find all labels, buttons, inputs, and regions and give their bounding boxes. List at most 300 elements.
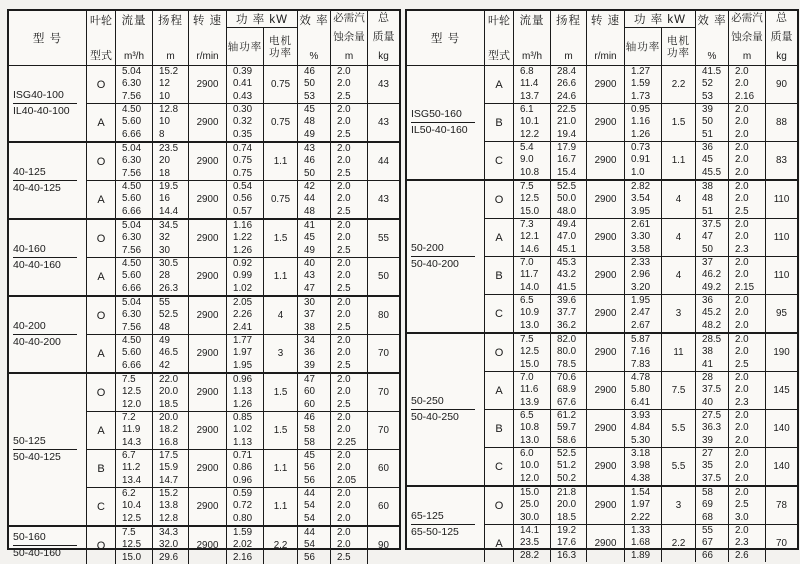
shaft-power-cell-value: 0.56 bbox=[233, 193, 253, 205]
model-name: 40-200 bbox=[13, 319, 77, 335]
head-cell-value: 37.7 bbox=[557, 307, 577, 319]
flow-cell-value: 6.1 bbox=[520, 104, 534, 116]
efficiency-cell-value: 41 bbox=[304, 220, 315, 232]
speed-cell: 2900 bbox=[587, 295, 625, 332]
table-row bbox=[485, 372, 797, 410]
table-row bbox=[87, 220, 399, 258]
header-motor-power: 电机 功率 bbox=[667, 34, 690, 59]
speed-cell: 2900 bbox=[189, 488, 227, 525]
impeller-type-cell: A bbox=[485, 219, 514, 256]
model-group bbox=[9, 143, 399, 220]
speed-cell: 2900 bbox=[189, 66, 227, 103]
npsh-cell-value: 2.0 bbox=[735, 525, 749, 537]
npsh-cell-value: 2.0 bbox=[337, 270, 351, 282]
npsh-cell bbox=[729, 181, 766, 218]
shaft-power-cell-value: 3.30 bbox=[631, 231, 651, 243]
table-row bbox=[485, 257, 797, 295]
efficiency-cell bbox=[696, 410, 729, 447]
mass-cell: 60 bbox=[378, 501, 389, 512]
npsh-cell bbox=[331, 335, 368, 372]
impeller-type-cell: O bbox=[87, 143, 116, 180]
model-group bbox=[9, 374, 399, 527]
speed-cell: 2900 bbox=[189, 450, 227, 487]
npsh-cell-value: 2.5 bbox=[337, 359, 351, 371]
shaft-power-cell-value: 0.57 bbox=[233, 205, 253, 217]
table-row bbox=[87, 450, 399, 488]
shaft-power-cell bbox=[227, 488, 264, 525]
flow-cell-value: 14.0 bbox=[520, 281, 540, 293]
flow-cell-value: 5.4 bbox=[520, 142, 534, 154]
table-row bbox=[87, 374, 399, 412]
impeller-type-cell: O bbox=[485, 334, 514, 371]
impeller-type-cell: O bbox=[485, 487, 514, 524]
shaft-power-cell-value: 1.54 bbox=[631, 487, 651, 499]
efficiency-cell-value: 41 bbox=[702, 358, 713, 370]
model-name: 50-200 bbox=[411, 241, 475, 257]
npsh-cell-value: 2.0 bbox=[337, 78, 351, 90]
efficiency-cell-value: 53 bbox=[304, 90, 315, 102]
model-group bbox=[407, 66, 797, 181]
flow-cell-value: 6.66 bbox=[122, 359, 142, 371]
shaft-power-cell-value: 5.30 bbox=[631, 434, 651, 446]
shaft-power-cell-value: 1.97 bbox=[233, 347, 253, 359]
header-mass: 总 质量 kg bbox=[770, 12, 793, 62]
efficiency-cell bbox=[298, 527, 331, 564]
table-row bbox=[87, 412, 399, 450]
efficiency-cell-value: 37.5 bbox=[702, 472, 722, 484]
head-cell-value: 32 bbox=[159, 232, 170, 244]
shaft-power-cell-value: 1.26 bbox=[233, 398, 253, 410]
shaft-power-cell-value: 0.41 bbox=[233, 78, 253, 90]
flow-cell bbox=[514, 104, 551, 141]
table-row bbox=[87, 488, 399, 525]
flow-cell-value: 6.30 bbox=[122, 232, 142, 244]
table-row bbox=[87, 258, 399, 295]
head-cell-value: 16.7 bbox=[557, 154, 577, 166]
table-row bbox=[87, 297, 399, 335]
efficiency-cell-value: 36 bbox=[702, 142, 713, 154]
flow-cell-value: 14.3 bbox=[122, 436, 142, 448]
shaft-power-cell-value: 0.96 bbox=[233, 474, 253, 486]
efficiency-cell-value: 36 bbox=[304, 347, 315, 359]
shaft-power-cell-value: 3.20 bbox=[631, 281, 651, 293]
flow-cell-value: 13.0 bbox=[520, 434, 540, 446]
head-cell-value: 59.7 bbox=[557, 422, 577, 434]
shaft-power-cell-value: 1.16 bbox=[233, 220, 253, 232]
npsh-cell-value: 2.0 bbox=[337, 193, 351, 205]
efficiency-cell bbox=[298, 374, 331, 411]
flow-cell-value: 14.6 bbox=[520, 243, 540, 255]
model-cell bbox=[407, 334, 485, 485]
head-cell bbox=[153, 297, 189, 334]
mass-cell: 70 bbox=[378, 348, 389, 359]
flow-cell-value: 6.8 bbox=[520, 66, 534, 78]
efficiency-cell-value: 58 bbox=[702, 487, 713, 499]
flow-cell-value: 6.5 bbox=[520, 295, 534, 307]
shaft-power-cell-value: 1.89 bbox=[631, 549, 651, 561]
impeller-rows bbox=[87, 220, 399, 295]
npsh-cell-value: 2.5 bbox=[735, 499, 749, 511]
efficiency-cell-value: 67 bbox=[702, 537, 713, 549]
efficiency-cell-value: 35 bbox=[702, 460, 713, 472]
head-cell bbox=[551, 410, 587, 447]
mass-cell: 78 bbox=[776, 500, 787, 511]
flow-cell-value: 6.66 bbox=[122, 282, 142, 294]
model-name: 50-40-125 bbox=[13, 451, 61, 463]
motor-power-cell: 2.2 bbox=[264, 527, 298, 564]
npsh-cell-value: 2.5 bbox=[337, 398, 351, 410]
table-row bbox=[485, 181, 797, 219]
head-cell-value: 18.5 bbox=[159, 398, 179, 410]
head-cell-value: 17.5 bbox=[159, 450, 179, 462]
shaft-power-cell-value: 1.97 bbox=[631, 499, 651, 511]
efficiency-cell-value: 50 bbox=[304, 78, 315, 90]
shaft-power-cell-value: 2.22 bbox=[631, 511, 651, 523]
npsh-cell bbox=[729, 372, 766, 409]
head-cell-value: 12 bbox=[159, 78, 170, 90]
head-cell-value: 12.8 bbox=[159, 104, 179, 116]
flow-cell-value: 7.56 bbox=[122, 321, 142, 333]
model-cell bbox=[9, 220, 87, 295]
head-cell-value: 50.2 bbox=[557, 472, 577, 484]
flow-cell-value: 25.0 bbox=[520, 499, 540, 511]
flow-cell-value: 13.4 bbox=[122, 474, 142, 486]
head-cell-value: 28 bbox=[159, 270, 170, 282]
flow-cell bbox=[514, 334, 551, 371]
header-efficiency: 效 率 % bbox=[696, 11, 729, 65]
header-shaft-power: 轴功率 bbox=[625, 28, 662, 65]
motor-power-cell: 4 bbox=[264, 297, 298, 334]
speed-cell: 2900 bbox=[189, 412, 227, 449]
efficiency-cell bbox=[298, 412, 331, 449]
head-cell-value: 70.6 bbox=[557, 372, 577, 384]
head-cell bbox=[153, 335, 189, 372]
flow-cell bbox=[116, 181, 153, 218]
shaft-power-cell bbox=[625, 525, 662, 562]
mass-cell: 60 bbox=[378, 463, 389, 474]
shaft-power-cell-value: 4.78 bbox=[631, 372, 651, 384]
speed-cell: 2900 bbox=[189, 258, 227, 295]
head-cell-value: 52.5 bbox=[159, 309, 179, 321]
head-cell bbox=[551, 219, 587, 256]
mass-cell: 70 bbox=[776, 538, 787, 549]
flow-cell-value: 11.6 bbox=[520, 384, 539, 396]
flow-cell-value: 10.8 bbox=[520, 422, 540, 434]
shaft-power-cell-value: 2.96 bbox=[631, 269, 651, 281]
shaft-power-cell-value: 0.91 bbox=[631, 154, 651, 166]
head-cell-value: 21.8 bbox=[557, 487, 577, 499]
efficiency-cell-value: 48 bbox=[304, 116, 315, 128]
mass-cell: 88 bbox=[776, 117, 787, 128]
model-cell bbox=[9, 297, 87, 372]
flow-cell bbox=[514, 219, 551, 256]
efficiency-cell-value: 49 bbox=[304, 244, 315, 256]
table-row bbox=[485, 334, 797, 372]
npsh-cell-value: 2.0 bbox=[337, 488, 351, 500]
impeller-rows bbox=[87, 297, 399, 372]
model-cell bbox=[407, 487, 485, 562]
motor-power-cell: 3 bbox=[264, 335, 298, 372]
head-cell bbox=[551, 448, 587, 485]
flow-cell-value: 4.50 bbox=[122, 335, 142, 347]
impeller-rows bbox=[87, 527, 399, 564]
efficiency-cell-value: 58 bbox=[304, 424, 315, 436]
efficiency-cell bbox=[298, 220, 331, 257]
shaft-power-cell-value: 3.54 bbox=[631, 193, 651, 205]
efficiency-cell-value: 54 bbox=[304, 500, 315, 512]
efficiency-cell-value: 46 bbox=[304, 66, 315, 78]
flow-cell-value: 10.0 bbox=[520, 460, 540, 472]
npsh-cell-value: 2.0 bbox=[735, 295, 749, 307]
npsh-cell-value: 2.5 bbox=[337, 205, 351, 217]
mass-cell: 140 bbox=[773, 461, 790, 472]
npsh-cell bbox=[331, 66, 368, 103]
flow-cell bbox=[514, 448, 551, 485]
head-cell-value: 26.3 bbox=[159, 282, 179, 294]
shaft-power-cell-value: 2.82 bbox=[631, 181, 651, 193]
head-cell-value: 30.5 bbox=[159, 258, 179, 270]
model-name: 40-125 bbox=[13, 165, 77, 181]
npsh-cell-value: 2.6 bbox=[735, 549, 749, 561]
shaft-power-cell-value: 2.61 bbox=[631, 219, 651, 231]
flow-cell-value: 15.0 bbox=[520, 487, 540, 499]
speed-cell: 2900 bbox=[189, 374, 227, 411]
mass-cell: 190 bbox=[773, 347, 790, 358]
efficiency-cell-value: 37 bbox=[702, 257, 713, 269]
flow-cell-value: 6.66 bbox=[122, 205, 142, 217]
efficiency-cell-value: 38 bbox=[304, 321, 315, 333]
flow-cell-value: 7.5 bbox=[122, 527, 136, 539]
head-cell-value: 50.0 bbox=[557, 193, 577, 205]
impeller-rows bbox=[485, 181, 797, 332]
shaft-power-cell-value: 1.02 bbox=[233, 424, 253, 436]
efficiency-cell-value: 27.5 bbox=[702, 410, 722, 422]
flow-cell-value: 12.5 bbox=[520, 346, 540, 358]
efficiency-cell-value: 30 bbox=[304, 297, 315, 309]
efficiency-cell-value: 36 bbox=[702, 295, 713, 307]
efficiency-cell-value: 48 bbox=[304, 205, 315, 217]
motor-power-cell: 5.5 bbox=[662, 448, 696, 485]
motor-power-cell: 1.1 bbox=[264, 143, 298, 180]
head-cell-value: 13.8 bbox=[159, 500, 179, 512]
shaft-power-cell bbox=[227, 297, 264, 334]
flow-cell-value: 6.30 bbox=[122, 155, 142, 167]
shaft-power-cell-value: 0.59 bbox=[233, 488, 253, 500]
flow-cell-value: 23.5 bbox=[520, 537, 540, 549]
flow-cell-value: 6.7 bbox=[122, 450, 136, 462]
model-group bbox=[407, 181, 797, 334]
efficiency-cell-value: 28.5 bbox=[702, 334, 722, 346]
npsh-cell-value: 2.0 bbox=[735, 472, 749, 484]
efficiency-cell-value: 43 bbox=[304, 143, 315, 155]
model-name: 40-40-200 bbox=[13, 336, 61, 348]
speed-cell: 2900 bbox=[189, 335, 227, 372]
flow-cell-value: 4.50 bbox=[122, 104, 142, 116]
model-name: IL50-40-160 bbox=[411, 124, 468, 136]
flow-cell bbox=[116, 412, 153, 449]
model-name: 40-40-160 bbox=[13, 259, 61, 271]
shaft-power-cell-value: 3.18 bbox=[631, 448, 651, 460]
header-power-group bbox=[227, 11, 298, 65]
head-cell-value: 52.5 bbox=[557, 181, 577, 193]
motor-power-cell: 0.75 bbox=[264, 181, 298, 218]
flow-cell bbox=[514, 410, 551, 447]
flow-cell-value: 9.0 bbox=[520, 154, 534, 166]
impeller-type-cell: O bbox=[87, 297, 116, 334]
head-cell-value: 22.5 bbox=[557, 104, 577, 116]
mass-cell: 43 bbox=[378, 117, 389, 128]
speed-cell: 2900 bbox=[587, 257, 625, 294]
efficiency-cell-value: 39 bbox=[702, 104, 713, 116]
efficiency-cell-value: 49 bbox=[304, 128, 315, 140]
head-cell-value: 20.0 bbox=[557, 499, 577, 511]
shaft-power-cell bbox=[625, 295, 662, 332]
head-cell-value: 14.4 bbox=[159, 205, 179, 217]
header-head: 扬程 m bbox=[153, 11, 189, 65]
efficiency-cell-value: 50 bbox=[304, 167, 315, 179]
mass-cell: 80 bbox=[378, 310, 389, 321]
npsh-cell-value: 2.0 bbox=[337, 297, 351, 309]
model-name: ISG40-100 bbox=[13, 88, 77, 104]
flow-cell-value: 12.2 bbox=[520, 128, 540, 140]
shaft-power-cell-value: 6.41 bbox=[631, 396, 651, 408]
motor-power-cell: 1.1 bbox=[264, 488, 298, 525]
head-cell bbox=[153, 450, 189, 487]
head-cell bbox=[153, 412, 189, 449]
npsh-cell-value: 2.0 bbox=[337, 258, 351, 270]
motor-power-cell: 7.5 bbox=[662, 372, 696, 409]
shaft-power-cell-value: 0.39 bbox=[233, 66, 253, 78]
shaft-power-cell-value: 7.83 bbox=[631, 358, 651, 370]
header-power-title: 功 率 kW bbox=[625, 11, 695, 28]
shaft-power-cell bbox=[227, 450, 264, 487]
flow-cell-value: 5.04 bbox=[122, 66, 142, 78]
efficiency-cell-value: 27 bbox=[702, 448, 713, 460]
table-row bbox=[87, 527, 399, 564]
header-flow: 流量 m³/h bbox=[116, 11, 153, 65]
head-cell bbox=[551, 525, 587, 562]
shaft-power-cell bbox=[625, 142, 662, 179]
table-row bbox=[485, 219, 797, 257]
efficiency-cell-value: 43 bbox=[304, 270, 315, 282]
npsh-cell-value: 2.0 bbox=[735, 372, 749, 384]
head-cell-value: 46.5 bbox=[159, 347, 179, 359]
head-cell bbox=[551, 295, 587, 332]
motor-power-cell: 1.1 bbox=[662, 142, 696, 179]
speed-cell: 2900 bbox=[189, 104, 227, 141]
head-cell bbox=[551, 104, 587, 141]
efficiency-cell-value: 55 bbox=[702, 525, 713, 537]
npsh-cell bbox=[331, 527, 368, 564]
head-cell-value: 15.9 bbox=[159, 462, 179, 474]
npsh-cell-value: 2.16 bbox=[735, 90, 755, 102]
flow-cell bbox=[514, 525, 551, 562]
flow-cell-value: 11.2 bbox=[122, 462, 141, 474]
npsh-cell-value: 2.0 bbox=[735, 384, 749, 396]
shaft-power-cell-value: 1.16 bbox=[631, 116, 651, 128]
efficiency-cell-value: 60 bbox=[304, 386, 315, 398]
head-cell-value: 24.6 bbox=[557, 90, 577, 102]
npsh-cell bbox=[729, 487, 766, 524]
shaft-power-cell bbox=[625, 66, 662, 103]
motor-power-cell: 0.75 bbox=[264, 104, 298, 141]
flow-cell-value: 6.30 bbox=[122, 78, 142, 90]
npsh-cell bbox=[729, 525, 766, 562]
efficiency-cell-value: 56 bbox=[304, 551, 315, 563]
efficiency-cell-value: 54 bbox=[304, 512, 315, 524]
flow-cell-value: 15.0 bbox=[520, 205, 540, 217]
npsh-cell bbox=[331, 488, 368, 525]
head-cell bbox=[153, 258, 189, 295]
npsh-cell bbox=[331, 258, 368, 295]
flow-cell-value: 12.1 bbox=[520, 231, 540, 243]
impeller-rows bbox=[87, 143, 399, 218]
shaft-power-cell-value: 3.95 bbox=[631, 205, 651, 217]
head-cell-value: 55 bbox=[159, 297, 170, 309]
shaft-power-cell-value: 1.27 bbox=[631, 66, 651, 78]
shaft-power-cell bbox=[625, 448, 662, 485]
head-cell-value: 18 bbox=[159, 167, 170, 179]
shaft-power-cell-value: 0.75 bbox=[233, 155, 253, 167]
impeller-type-cell: O bbox=[485, 181, 514, 218]
impeller-type-cell: A bbox=[87, 258, 116, 295]
head-cell bbox=[153, 104, 189, 141]
npsh-cell-value: 2.0 bbox=[735, 104, 749, 116]
shaft-power-cell-value: 0.32 bbox=[233, 116, 253, 128]
head-cell-value: 16.8 bbox=[159, 436, 179, 448]
head-cell bbox=[551, 257, 587, 294]
head-cell-value: 8 bbox=[159, 128, 165, 140]
shaft-power-cell bbox=[625, 410, 662, 447]
header-flow: 流量 m³/h bbox=[514, 11, 551, 65]
head-cell-value: 80.0 bbox=[557, 346, 577, 358]
head-cell-value: 20.0 bbox=[159, 386, 179, 398]
header-npsh: 必需汽 蚀余量 m bbox=[331, 11, 368, 65]
table-row bbox=[485, 448, 797, 485]
head-cell-value: 34.5 bbox=[159, 220, 179, 232]
header-mass: 总 质量 kg bbox=[372, 12, 395, 62]
model-group bbox=[9, 527, 399, 564]
efficiency-cell-value: 28 bbox=[702, 372, 713, 384]
shaft-power-cell bbox=[625, 257, 662, 294]
mass-cell: 145 bbox=[773, 385, 790, 396]
npsh-cell-value: 2.0 bbox=[735, 434, 749, 446]
head-cell-value: 20.0 bbox=[159, 412, 179, 424]
head-cell-value: 14.7 bbox=[159, 474, 179, 486]
impeller-type-cell: A bbox=[485, 525, 514, 562]
head-cell-value: 52.5 bbox=[557, 448, 577, 460]
efficiency-cell-value: 45 bbox=[304, 104, 315, 116]
head-cell-value: 78.5 bbox=[557, 358, 577, 370]
mass-cell: 95 bbox=[776, 308, 787, 319]
head-cell-value: 22.0 bbox=[159, 374, 179, 386]
table-header bbox=[407, 11, 797, 66]
efficiency-cell bbox=[298, 104, 331, 141]
flow-cell-value: 11.4 bbox=[520, 78, 539, 90]
head-cell-value: 21.0 bbox=[557, 116, 577, 128]
impeller-type-cell: B bbox=[485, 104, 514, 141]
head-cell-value: 18.2 bbox=[159, 424, 179, 436]
shaft-power-cell bbox=[227, 527, 264, 564]
shaft-power-cell-value: 1.59 bbox=[631, 78, 651, 90]
efficiency-cell-value: 56 bbox=[304, 462, 315, 474]
head-cell bbox=[551, 66, 587, 103]
flow-cell-value: 10.8 bbox=[520, 166, 540, 178]
flow-cell-value: 10.1 bbox=[520, 116, 540, 128]
head-cell-value: 10 bbox=[159, 116, 170, 128]
shaft-power-cell-value: 2.05 bbox=[233, 297, 253, 309]
npsh-cell-value: 2.0 bbox=[337, 116, 351, 128]
